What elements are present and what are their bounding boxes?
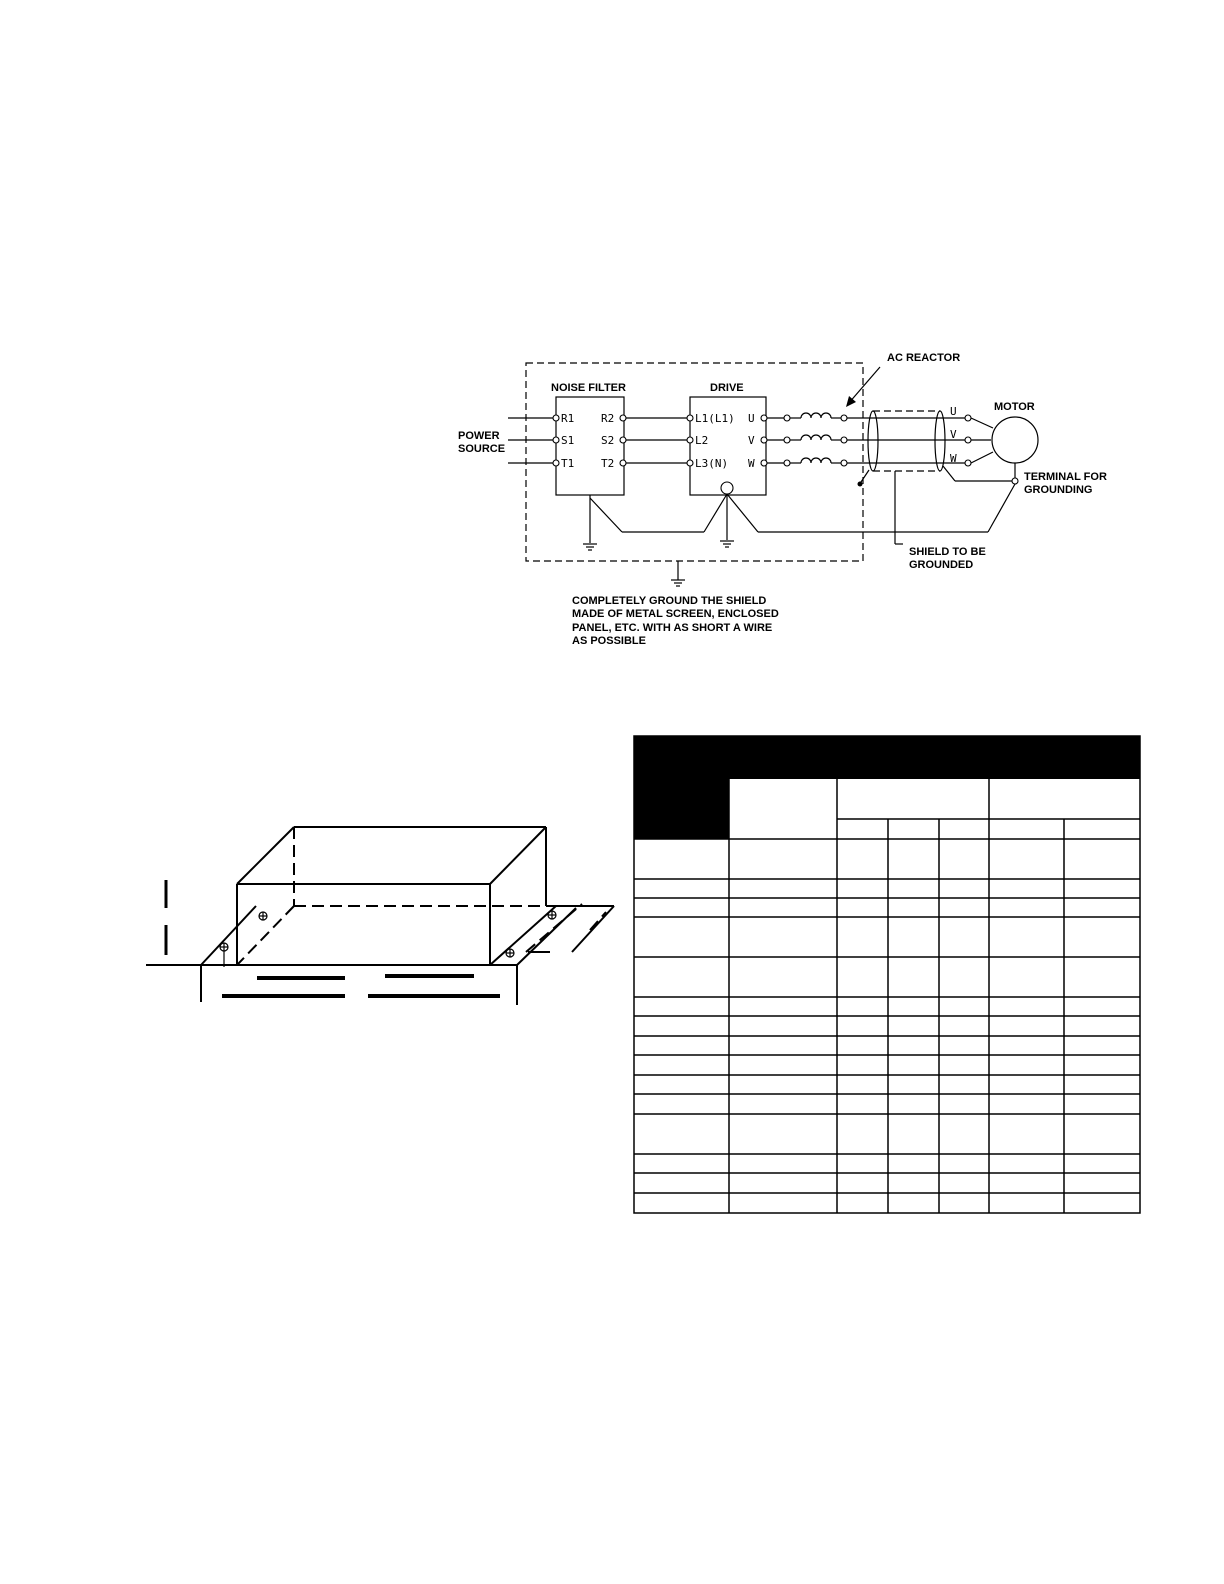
terminal-grounding-label: TERMINAL FOR [1024,471,1107,483]
spec-table [634,736,1140,1213]
shield-grounded-label: SHIELD TO BE [909,546,986,558]
power-source-label: POWER [458,430,500,442]
screw-icon [506,949,514,957]
grounding-note-line-3: PANEL, ETC. WITH AS SHORT A WIRE [572,622,773,634]
shield-grounded-label-2: GROUNDED [909,559,974,571]
drive-terminal-l3: L3(N) [695,457,729,470]
terminal-grounding-label-2: GROUNDING [1024,484,1093,496]
filter-terminal-s1: S1 [561,434,575,447]
motor-phase-u: U [950,405,957,418]
drive-terminal-u: U [748,412,755,425]
table-header-top [729,736,1140,779]
ac-reactor-coils [767,413,847,466]
grounding-note-line-4: AS POSSIBLE [572,635,646,647]
grounding-note-line-1: COMPLETELY GROUND THE SHIELD [572,595,767,607]
motor-ground-terminal [1012,478,1018,484]
motor-phase-v: V [950,428,957,441]
filter-terminal-r2: R2 [601,412,615,425]
wiring-diagram [458,352,1107,647]
drive-terminal-l1: L1(L1) [695,412,735,425]
motor-label: MOTOR [994,401,1035,413]
screw-icon [548,911,556,919]
ground-symbol-filter [583,544,597,550]
drive-label: DRIVE [710,382,744,394]
motor-symbol [992,417,1038,463]
ac-reactor-arrow [848,367,880,404]
screw-icon [259,912,267,920]
table-header-left [634,736,729,839]
filter-terminal-r1: R1 [561,412,575,425]
filter-terminal-t2: T2 [601,457,615,470]
drive-terminal-v: V [748,434,755,447]
noise-filter-label: NOISE FILTER [551,382,626,394]
drive-terminal-w: W [748,457,755,470]
motor-phase-w: W [950,452,957,465]
ground-symbol-drive [720,541,734,547]
drive-terminal-l2: L2 [695,434,709,447]
screw-icon [220,943,228,967]
filter-terminal-s2: S2 [601,434,615,447]
mounting-diagram [146,827,614,1005]
filter-terminal-t1: T1 [561,457,575,470]
ac-reactor-label: AC REACTOR [887,352,961,364]
power-source-label-2: SOURCE [458,443,506,455]
grounding-note-line-2: MADE OF METAL SCREEN, ENCLOSED [572,608,779,620]
drive-ground-stud [721,482,733,494]
shielded-cable [868,411,945,471]
ground-symbol-panel [671,561,685,586]
